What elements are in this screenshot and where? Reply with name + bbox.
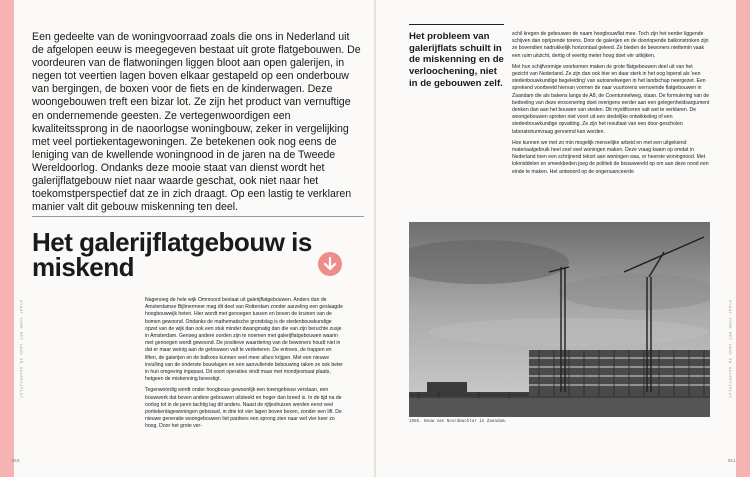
photo-caption: 1956. Bouw van Noordmachtar in Zaandam. — [409, 420, 508, 424]
body-paragraph: Tegenwoordig wordt onder hoogbouw gewoonlijk een torengebouw verstaan, een bouwwerk dat boven andere gebouwen uitsteekt en hoger dan breed is. In de tijd na de oorlog tot in de jaren tachtig lag dit anders. Naast de rijtjeshuizen werden eerst veel portiekentagewoningen gebouwd, in drie tot vier lagen boven boxen, zonder een lift. De nieuwe generatie woongebouwen liet pardoes een sprong zien naar wel vier keer zo hoog. Door het grote ver- — [145, 387, 342, 430]
side-running-label-left: STAAT VOOR HET LAND IN GALERIJFLAT — [18, 300, 22, 399]
section-heading: Het galerijflatgebouw is miskend — [32, 227, 312, 282]
left-page-edge-band — [0, 0, 14, 477]
body-paragraph: Hoe kunnen we met zo min mogelijk menselijke arbeid en met een uitgekiend materiaalgebruik heel snel veel woningen maken. Deze vraag kwam op omdat in Nederland toen een schrijnend tekort aan woningen was, er heerste woningnood. Met lokmiddelen en smeekbeden joeg de politiek de bouwwereld op om aan deze nood een einde te maken. Het antwoord op de ongenuanceerde — [512, 139, 709, 175]
construction-photo — [409, 222, 710, 417]
page-gutter — [374, 0, 376, 477]
body-paragraph: Nagenoeg de hele wijk Ommoord bestaat uit galerijflatgebouwen. Anders dan de Amsterdamse Bijlmermeer mag dit deel van Rotterdam zonder aarzeling een geslaagde hoogbouwwijk heten. Hier wordt met genoegen tussen en boven de kruinen van de bomen gewoond. Ondanks de mathematische grondslag is de stedenbouwkundige opzet van de wijk dan ook een stuk minder dwangmatig dan die van zijn beruchte zusje in Amsterdam. Genoeg andere oorden zijn te noemen met galerijflatgebouwen waarin met genoegen wordt gewoond. De positieve waardering van de bewoners houdt niet in dat er maar weinig aan de gebouwen valt te verbeteren. De entrees, de trappen en liften, de galerijen en de balkons kunnen veel meer allure krijgen. Met een nieuwe invulling van de onderste bouwlagen en een aanvullende bebouwing raken ze ook beter in hun omgeving ingepast. Dit soort operaties vindt maar met mondjesmaat plaats, hetgeen de miskenning bevestigt. — [145, 297, 343, 383]
body-column-left — [145, 297, 343, 435]
page-number-right: 011 — [728, 460, 736, 464]
intro-paragraph: Een gedeelte van de woningvoorraad zoals die ons in Nederland uit de afgelopen eeuw is meegegeven bestaat uit grote flatgebouwen. De voordeuren van de flatwoningen liggen bloot aan open galerijen, in negen tot veertien lagen boven elkaar gestapeld op een onderbouw van bergingen, de boxen voor de fiets en de kinderwagen. Deze woongebouwen treft een bizar lot. Ze zijn het product van vernuftige en ondernemende geesten. Ze vertegenwoordigen een kwaliteitssprong in de naoorlogse woningbouw, zeker in vergelijking met veel portiekentagewoningen. Ze betekenen ook nog eens de leniging van de kwellende woningnood in de jaren na de Tweede Wereldoorlog. Ondanks deze mooie staat van dienst wordt het galerijflatgebouw niet naar waarde geschat, ook niet naar het toekomstperspectief dat ze in zich draagt. Op een lastig te verklaren manier valt dit gebouw miskenning ten deel. — [32, 31, 361, 214]
pull-quote-rule — [409, 24, 504, 25]
arrow-down-icon — [318, 252, 342, 276]
right-page-edge-band — [736, 0, 750, 477]
side-running-label-right: STAAT VOOR HET LAND IN GALERIJFLAT — [727, 300, 731, 399]
pull-quote: Het probleem van galerijflats schuilt in de miskenning en de verloochening, niet in de gebouwen zelf. — [409, 31, 504, 89]
page-number-left: 010 — [12, 460, 20, 464]
construction-photo-image — [409, 222, 710, 417]
body-paragraph: Met hun schijfvormige voorkomen maken de grote flatgebouwen deel uit van het gezicht van Nederland. Ze zijn dan ook hier en daar sterk in het oog lopend als 'een stedenbouwkundige begeleiding' van autosnelwegen in het landschap neergezet. Een sprekend voorbeeld hiervan vormen de naar vuurtorens vernoemde flatgebouwen in Zaandam die als bakens langs de A8, de Coentunnelweg, staan. De formulering van de bedoeling van deze enscenering doet overigens eerder aan een gelegenheidsargument denken dan aan het bouwen van steden. Dit mystificeren valt wel te verklaren. De woongebouwen sproten niet voort uit een stedelijke ontwikkeling of een stedenbouwkundige opvatting. Ze zijn het resultaat van een door-gescholen laboratoriumvraag genoemd kan worden. — [512, 63, 710, 135]
body-column-right — [512, 31, 710, 180]
arrow-down-button[interactable] — [318, 252, 342, 276]
divider-rule-left — [32, 216, 364, 217]
body-paragraph: schil kregen de gebouwen de naam hoogbouwflat mee. Toch zijn het eerder liggende schijven dan oprijzende torens. Door de galerijen en de doorlopende balkonstroken zijn ze bovendien nadrukkelijk horizontaal geleed. Ze bieden de bewoners niettemin vaak een ruim uitzicht, dertig of veertig meter hoog doet vér uitkijken. — [512, 31, 709, 59]
